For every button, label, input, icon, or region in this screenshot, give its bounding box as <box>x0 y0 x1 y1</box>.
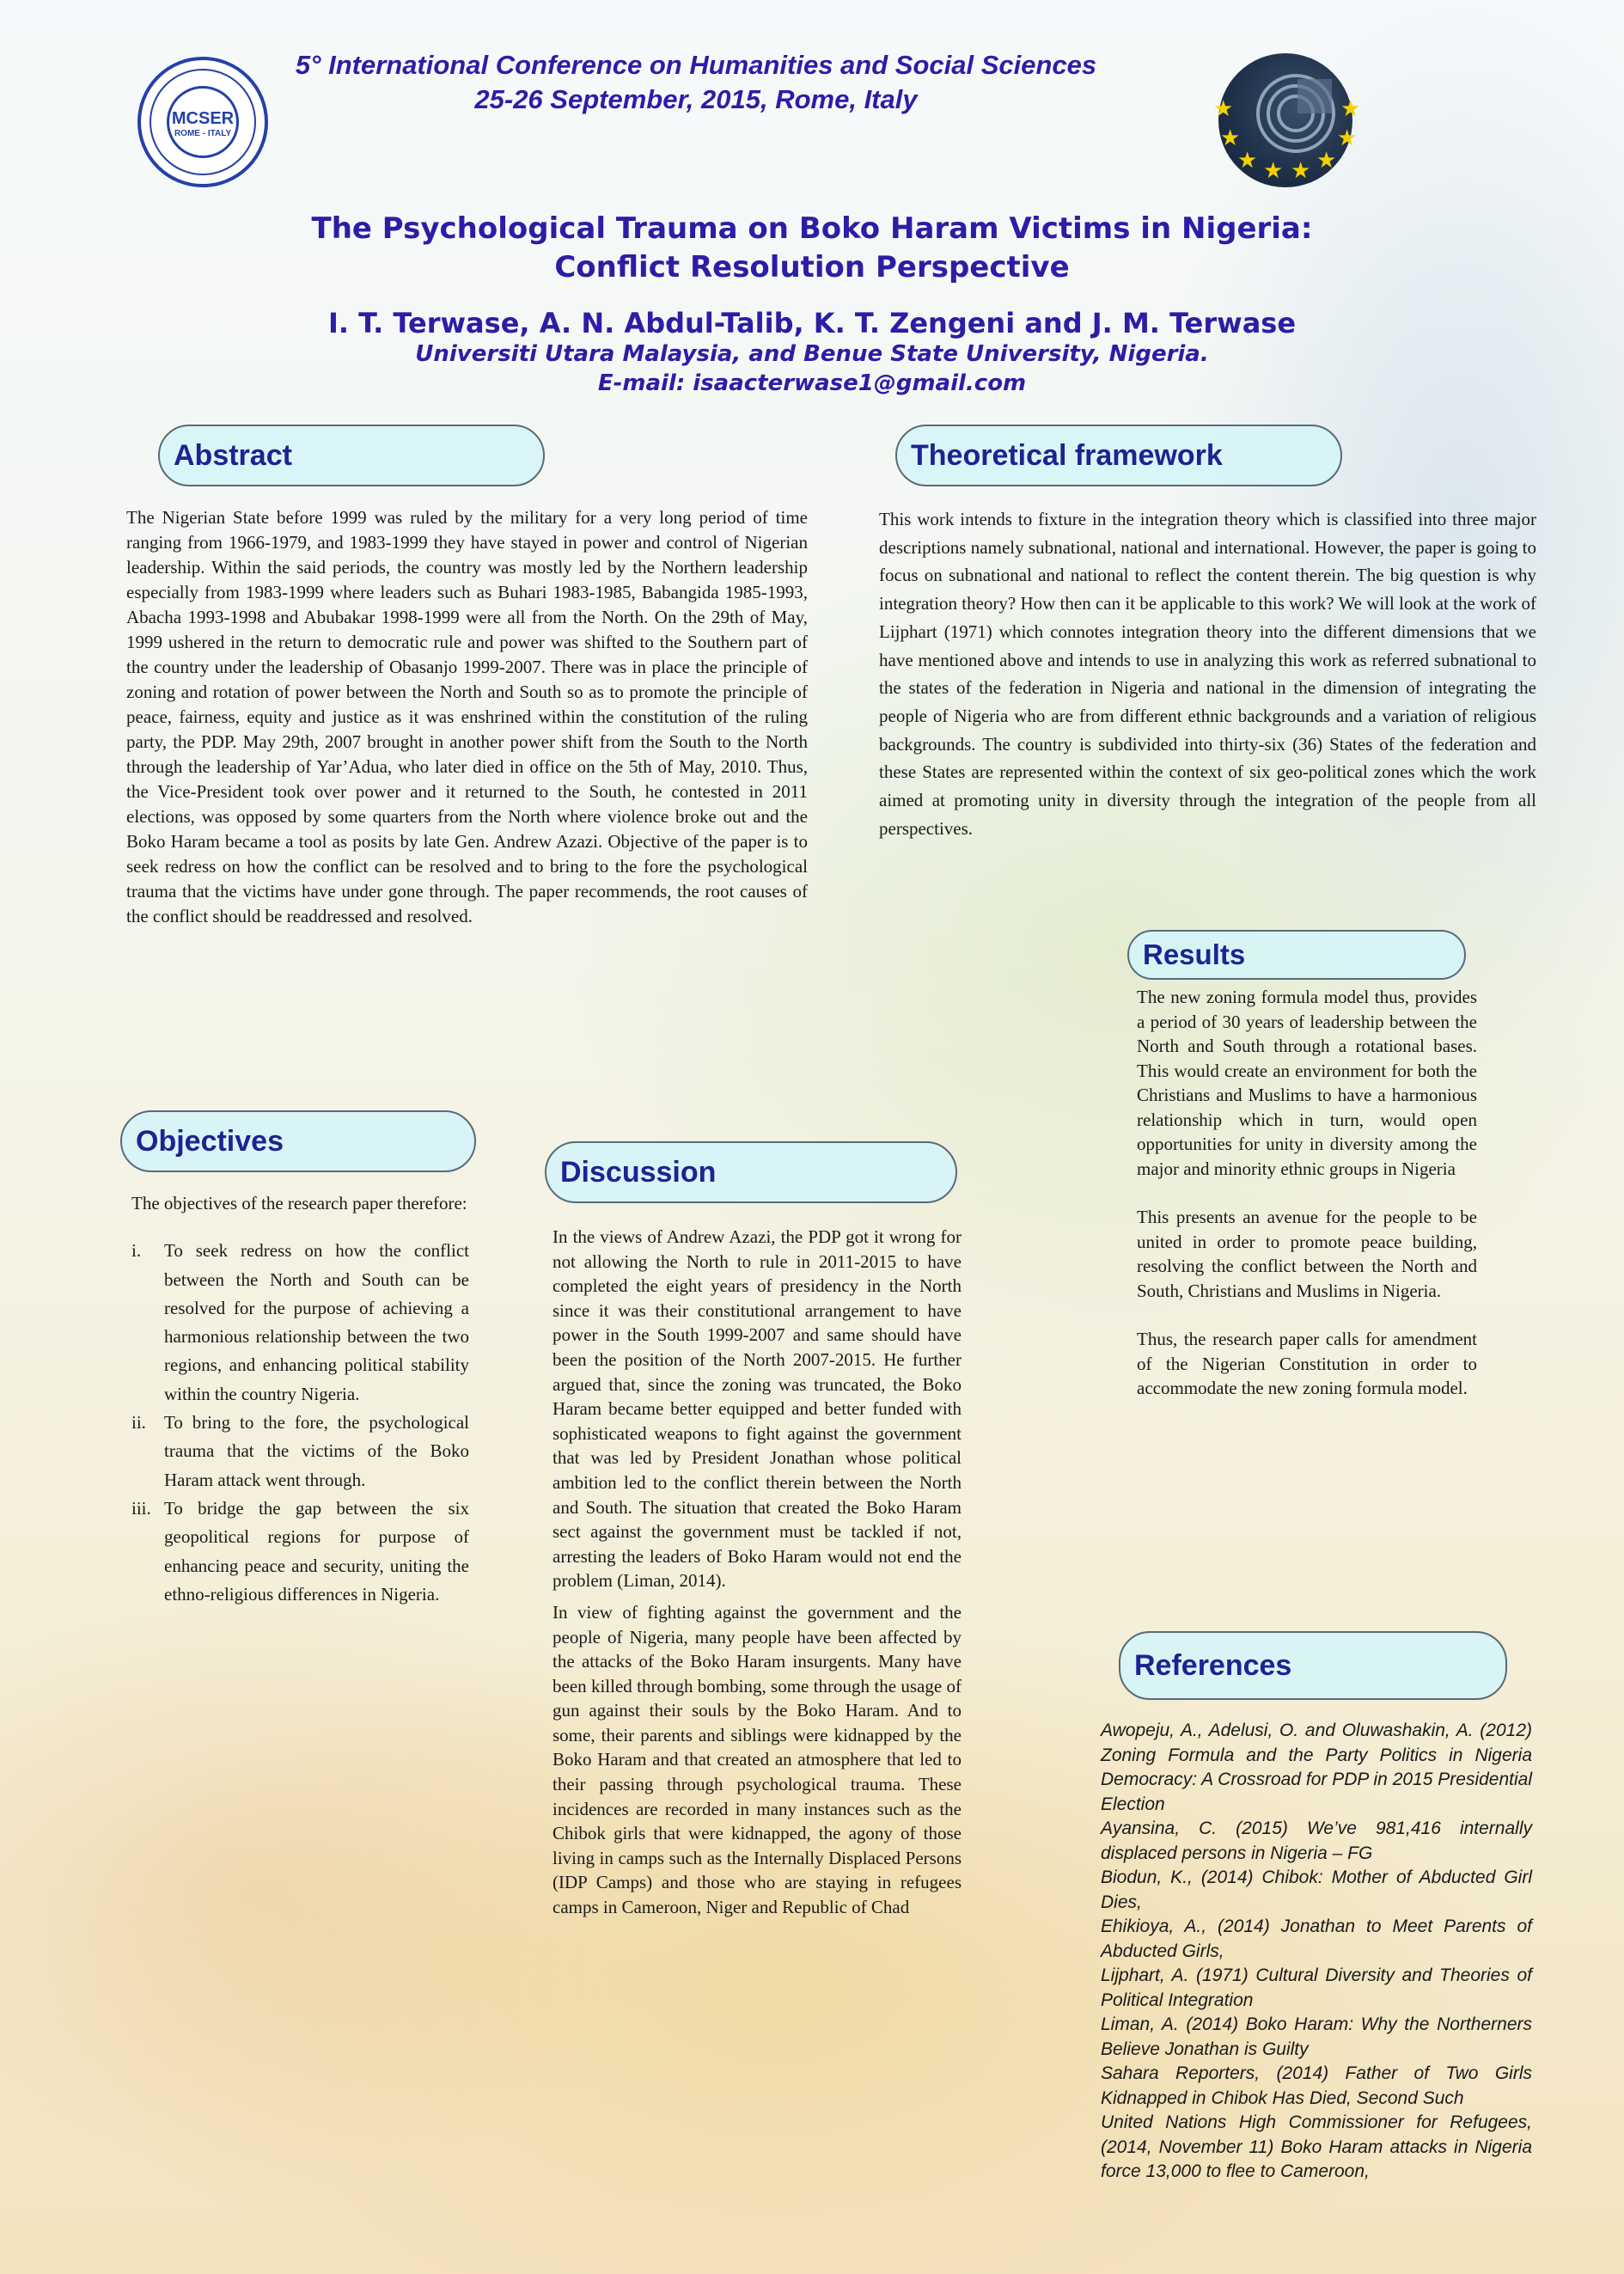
theoretical-body <box>879 505 1536 842</box>
conference-line-2: 25-26 September, 2015, Rome, Italy <box>474 84 918 114</box>
affiliation-block <box>129 339 1495 398</box>
list-item <box>131 1409 469 1495</box>
reference-item: Lijphart, A. (1971) Cultural Diversity and Theories of Political Integration <box>1101 1965 1532 2010</box>
references-list <box>1101 1719 1532 2185</box>
star-icon: ★ <box>1340 96 1361 121</box>
reference-item: Ayansina, C. (2015) We’ve 981,416 internally displaced persons in Nigeria – FG <box>1101 1819 1532 1863</box>
results-paragraph: This presents an avenue for the people to be united in order to promote peace building, resolving the conflict between the North and South, Christians and Muslims in Nigeria. <box>1137 1207 1477 1301</box>
references-heading <box>1119 1631 1507 1700</box>
abstract-body <box>126 505 808 929</box>
discussion-paragraph: In the views of Andrew Azazi, the PDP got it wrong for not allowing the North to rule in 2011-2015 to have completed the eight years of presidency in the North since it was their constitutional arrangement to have power in the South 1999-2007 and same should have been the position of the North 2007-2015. He further argued that, since the zoning was truncated, the Boko Haram became better equipped and better funded with sophisticated weapons to fight against the government that was led by President Jonathan whose political ambition led to the conflict therein between the North and South. The situation that created the Boko Haram sect against the government must be tackled if not, arresting the leaders of Boko Haram would not end the problem (Liman, 2014). <box>553 1226 962 1592</box>
item-text: To seek redress on how the conflict between the North and South can be resolved for the purpose of achieving a harmonious relationship between the two regions, and enhancing political stability within the country Nigeria. <box>164 1240 469 1404</box>
results-body <box>1137 985 1477 1425</box>
theoretical-heading-label: Theoretical framework <box>911 438 1223 472</box>
poster-title <box>129 210 1495 287</box>
star-icon: ★ <box>1237 148 1258 173</box>
item-number: ii. <box>131 1412 146 1433</box>
results-heading <box>1127 930 1466 980</box>
reference-item: United Nations High Commissioner for Refugees, (2014, November 11) Boko Haram attacks in Nigeria force 13,000 to flee to Cameroon, <box>1101 2112 1532 2181</box>
reference-item: Awopeju, A., Adelusi, O. and Oluwashakin, A. (2012) Zoning Formula and the Party Politics in Nigeria Democracy: A Crossroad for PDP in 2015 Presidential Election <box>1101 1721 1532 1814</box>
star-icon: ★ <box>1220 125 1241 150</box>
list-item <box>131 1237 469 1409</box>
star-icon: ★ <box>1263 158 1284 183</box>
objectives-body <box>131 1189 469 1609</box>
item-number: iii. <box>131 1497 151 1519</box>
theoretical-text: This work intends to fixture in the integration theory which is classified into three major descriptions namely subnational, national and international. However, the paper is going to focus on subnational and national to reflect the content therein. The big question is why integration theory? How then can it be applicable to this work? We will look at the work of Lijphart (1971) which connotes integration theory into the different dimensions that we have mentioned above and intends to use in analyzing this work as referred subnational to the states of the federation in Nigeria and national in the dimension of integrating the people of Nigeria who are from different ethnic backgrounds and a variation of religious backgrounds. The country is subdivided into thirty-six (36) States of the federation and these States are represented within the context of six geo-political zones which the work aimed at promoting unity in diversity through the integration of the people from all perspectives. <box>879 509 1536 839</box>
star-icon: ★ <box>1316 148 1337 173</box>
logo-abbr: MCSER <box>171 109 235 128</box>
title-line-2: Conflict Resolution Perspective <box>554 250 1070 284</box>
item-number: i. <box>131 1240 142 1262</box>
email: E-mail: isaacterwase1@gmail.com <box>597 370 1027 396</box>
authors: I. T. Terwase, A. N. Abdul-Talib, K. T. Zengeni and J. M. Terwase <box>327 307 1297 339</box>
star-icon: ★ <box>1291 158 1311 183</box>
objectives-intro: The objectives of the research paper therefore: <box>131 1193 467 1213</box>
references-heading-label: References <box>1134 1648 1292 1682</box>
eu-stars-globe-logo <box>1213 53 1361 187</box>
title-line-1: The Psychological Trauma on Boko Haram Victims in Nigeria: <box>311 211 1313 246</box>
discussion-heading-label: Discussion <box>560 1155 717 1189</box>
results-heading-label: Results <box>1143 938 1246 970</box>
discussion-heading <box>545 1141 957 1203</box>
objectives-heading-label: Objectives <box>136 1124 284 1158</box>
conference-title <box>215 48 1177 117</box>
discussion-paragraph: In view of fighting against the government and the people of Nigeria, many people have been affected by the attacks of the Boko Haram insurgents. Many have been killed through bombing, some through the usage of gun against their souls by the Boko Haram. And to some, their parents and siblings were kidnapped by the Boko Haram and that created an atmosphere that led to their passing through psychological trauma. These incidences are recorded in many instances such as the Chibok girls that were kidnapped, the agony of those living in camps such as the Internally Displaced Persons (IDP Camps) and those who are staying in refugees camps in Cameroon, Niger and Republic of Chad <box>553 1601 962 1918</box>
abstract-heading-label: Abstract <box>174 438 292 472</box>
objectives-list <box>131 1237 469 1609</box>
discussion-body <box>553 1225 962 1920</box>
star-icon: ★ <box>1337 125 1358 150</box>
abstract-text: The Nigerian State before 1999 was ruled by the military for a very long period of time ranging from 1966-1979, and 1983-1999 they have stayed in power and control of Nigerian leadership. Within the said periods, the country was mostly led by the Northern leadership especially from 1983-1999 where leaders such as Buhari 1983-1985, Babangida 1985-1993, Abacha 1993-1998 and Abubakar 1998-1999 were all from the North. On the 29th of May, 1999 ushered in the return to democratic rule and power was shifted to the Southern part of the country under the leadership of Obasanjo 1999-2007. There was in place the principle of zoning and rotation of power between the North and South so as to promote the principle of peace, fairness, equity and justice as it was enshrined within the constitution of the ruling party, the PDP. May 29th, 2007 brought in another power shift from the South to the North through the leadership of Yar’Adua, who later died in office on the 5th of May, 2010. Thus, the Vice-President took over power and it returned to the South, he contested in 2011 elections, was opposed by some quarters from the North where violence broke out and the Boko Haram became a tool as posits by late Gen. Andrew Azazi. Objective of the paper is to seek redress on how the conflict can be resolved and to bring to the fore the psychological trauma that the victims have under gone through. The paper recommends, the root causes of the conflict should be readdressed and resolved. <box>126 507 808 926</box>
reference-item: Liman, A. (2014) Boko Haram: Why the Northerners Believe Jonathan is Guilty <box>1101 2014 1532 2059</box>
conference-line-1: 5° International Conference on Humanities and Social Sciences <box>295 50 1097 80</box>
reference-item: Biodun, K., (2014) Chibok: Mother of Abducted Girl Dies, <box>1101 1867 1532 1912</box>
reference-item: Sahara Reporters, (2014) Father of Two Girls Kidnapped in Chibok Has Died, Second Such <box>1101 2063 1532 2108</box>
item-text: To bridge the gap between the six geopolitical regions for purpose of enhancing peace and security, uniting the ethno-religious differences in Nigeria. <box>164 1497 469 1605</box>
star-icon: ★ <box>1213 96 1234 121</box>
logo-sub: ROME - ITALY <box>174 129 232 138</box>
list-item <box>131 1495 469 1609</box>
results-paragraph: The new zoning formula model thus, provides a period of 30 years of leadership between the North and South through a rotational bases. This would create an environment for both the Christians and Muslims to have a harmonious relationship which in turn, would open opportunities for unity in diversity among the major and minority ethnic groups in Nigeria <box>1137 987 1477 1179</box>
item-text: To bring to the fore, the psychological trauma that the victims of the Boko Haram attack went through. <box>164 1412 469 1490</box>
affiliation: Universiti Utara Malaysia, and Benue State University, Nigeria. <box>415 341 1209 367</box>
abstract-heading <box>158 425 545 486</box>
theoretical-heading <box>895 425 1342 486</box>
reference-item: Ehikioya, A., (2014) Jonathan to Meet Parents of Abducted Girls, <box>1101 1916 1532 1961</box>
results-paragraph: Thus, the research paper calls for amendment of the Nigerian Constitution in order to accommodate the new zoning formula model. <box>1137 1329 1477 1398</box>
objectives-heading <box>120 1110 476 1172</box>
